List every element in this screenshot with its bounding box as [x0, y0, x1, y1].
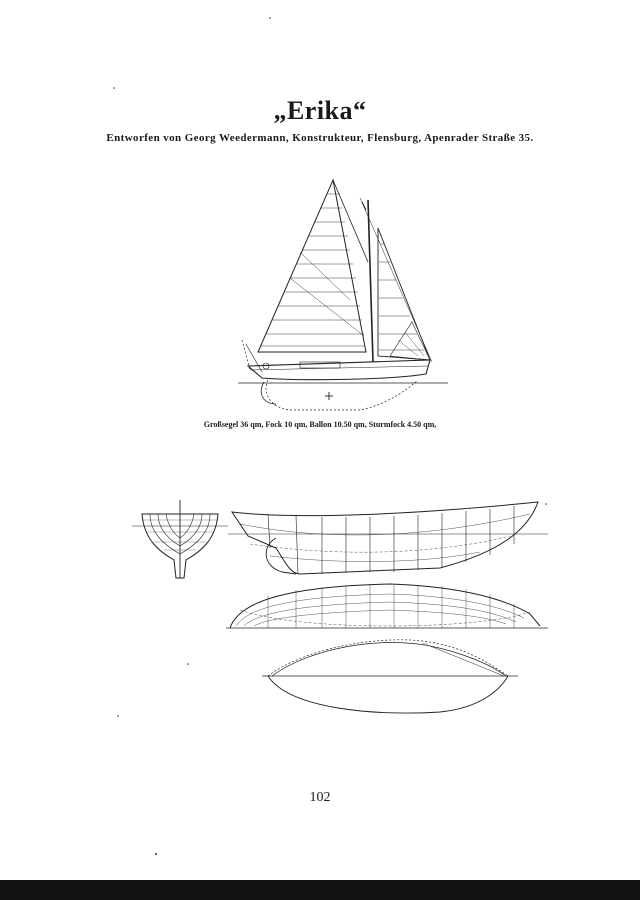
subtitle: Entworfen von Georg Weedermann, Konstrukteur, Flensburg, Apenrader Straße 35. — [106, 132, 534, 144]
profile-plan — [228, 502, 548, 574]
sail-area-caption: Großsegel 36 qm, Fock 10 qm, Ballon 10.50 qm, Sturmfock 4.50 qm, — [203, 420, 437, 429]
sail-plan — [238, 180, 448, 410]
page-number: 102 — [309, 790, 331, 805]
body-plan — [132, 500, 228, 578]
scan-edge-bar — [0, 880, 640, 900]
half-breadth-plan — [226, 584, 548, 628]
displacement-curve — [262, 640, 518, 713]
title: „Erika“ — [273, 96, 367, 125]
